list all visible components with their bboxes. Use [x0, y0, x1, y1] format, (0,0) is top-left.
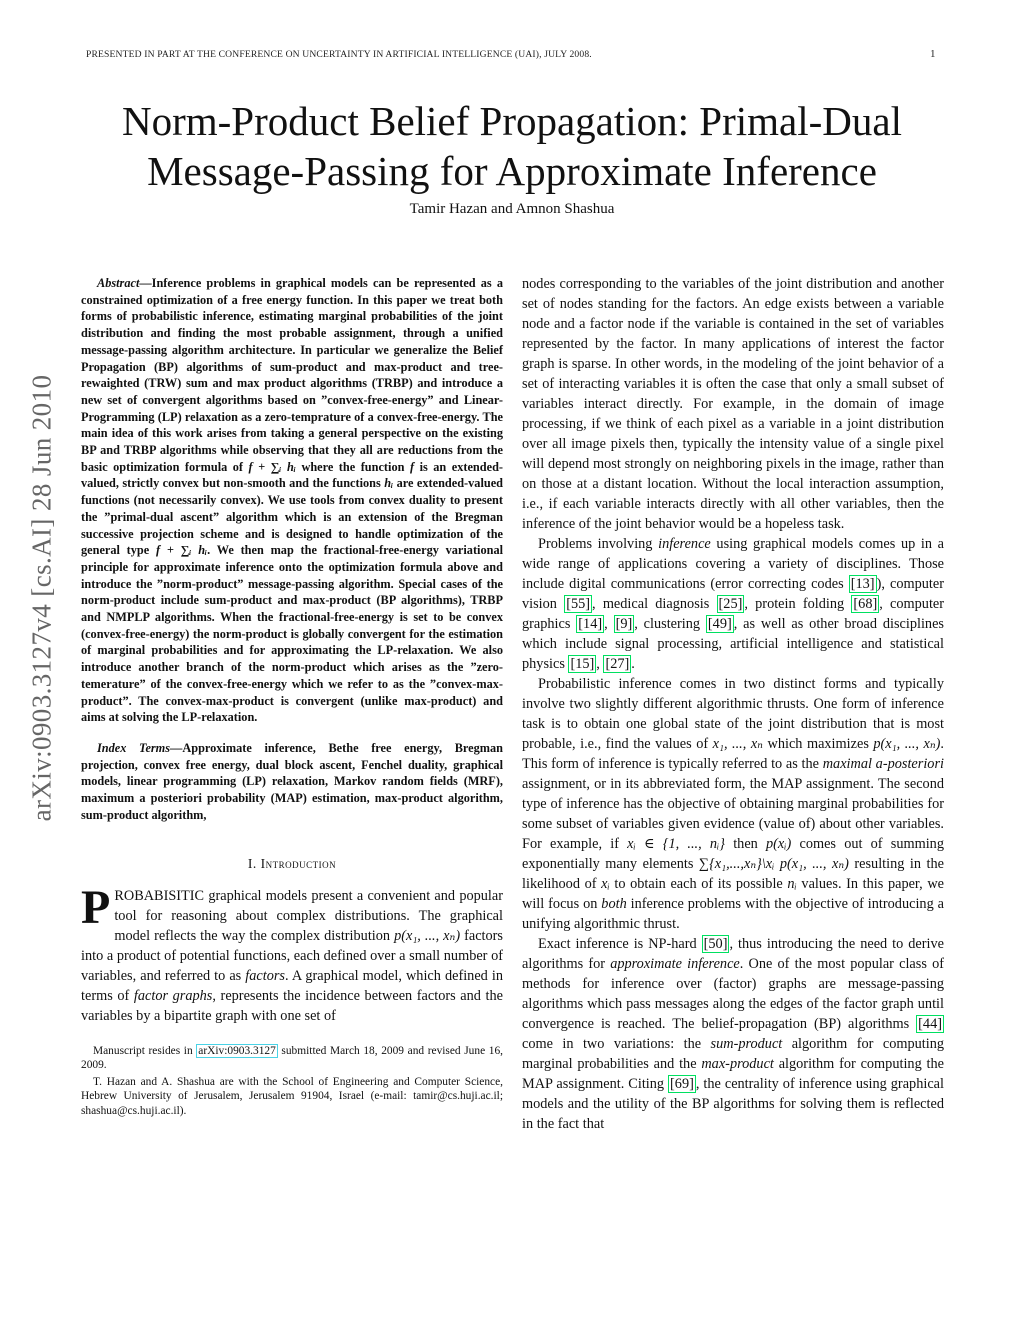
- p2-text-b: using graphical models comes up in a wide range of applications covering a variety of disciplines. Those include digital communications (error correcting codes: [522, 536, 945, 592]
- index-terms-text: Approximate inference, Bethe free energy, Bregman projection, convex free energy, dual block ascent, Fenchel duality, graphical models, linear programming (LP) relaxation, Markov random fields (MRF), maximum a posteriori probability (MAP) estimation, max-product algorithm, sum-product algorithm,: [81, 740, 503, 822]
- math-f-plus-sum-h: f + ∑ᵢ hᵢ: [248, 459, 296, 474]
- abstract: Abstract—Inference problems in graphical models can be represented as a constrained optimization of a free energy function. In this paper we treat both forms of probabilistic inference, estimating marginal probabilities of the joint distribution and finding the most probable assignment, through a unified message-passing algorithm architecture. In particular we generalize the Belief Propagation (BP) algorithms of sum-product and max-product and tree-rewaighted (TRW) sum and max product algorithms (TRBP) and introduce a new set of convergent algorithms based on ”convex-free-energy” and Linear-Programming (LP) relaxation as a zero-temprature of a convex-free-energy. The main idea of this work arises from taking a general perspective on the existing BP and TRBP algorithms while observing that they all are reductions from the basic optimization formula of f + ∑ᵢ hᵢ where the function f is an extended-valued, strictly convex but non-smooth and the functions hᵢ are extended-valued functions (not necessarily convex). We use tools from convex duality to present the ”primal-dual ascent” algorithm which is an extension of the Bregman successive projection scheme and is designed to handle optimization of the general type f + ∑ᵢ hᵢ. We then map the fractional-free-energy variational principle for approximate inference onto the optimization formula above and introduce the ”norm-product” message-passing algorithm. Special cases of the norm-product include sum-product and max-product (BP algorithms), TRBP and NMPLP algorithms. When the fractional-free-energy is set to be convex (convex-free-energy) the norm-product is globally convergent for the estimation of marginal probabilities and for approximating the LP-relaxation. We also introduce another branch of the norm-product which arises as the ”zero-temerature” of the convex-free-energy which we refer to as the ”convex-max-product”. The convex-max-product is convergent (unlike max-product) and aims at solving the LP-relaxation.: [81, 276, 504, 725]
- citation-55[interactable]: [55]: [566, 596, 591, 612]
- right-paragraph-2: [522, 534, 944, 674]
- abstract-text-5: . We then map the fractional-free-energy variational principle for approximate inference onto the optimization formula above and introduce the ”norm-product” message-passing algorithm. Special cases of the norm-product include sum-product and max-product (BP algorithms), TRBP and NMPLP algorithms. When the fractional-free-energy is set to be convex (convex-free-energy) the norm-product is globally convergent for the estimation of marginal probabilities and for approximating the LP-relaxation. We also introduce another branch of the norm-product which arises as the ”zero-temerature” of the convex-free-energy which we refer to as the ”convex-max-product”. The convex-max-product is convergent (unlike max-product) and aims at solving the LP-relaxation.: [81, 543, 504, 725]
- intro-caps: ROBABISITIC: [114, 887, 205, 904]
- intro-text-4: , represents the incidence between factors and the variables by a bipartite graph with one set of: [81, 987, 503, 1024]
- running-head: PRESENTED IN PART AT THE CONFERENCE ON UNCERTAINTY IN ARTIFICIAL INTELLIGENCE (UAI), JULY 2008.: [86, 49, 592, 60]
- p2-text-k: ,: [596, 656, 604, 672]
- abstract-text-3: is an extended-valued, strictly convex but non-smooth and the functions: [81, 459, 504, 491]
- authors: Tamir Hazan and Amnon Shashua: [409, 201, 615, 217]
- citation-50[interactable]: [50]: [703, 936, 728, 952]
- drop-cap: P: [81, 880, 111, 934]
- p2-text-j: , as well as other broad disciplines which include signal processing, artificial intelligence and statistical physics: [522, 616, 944, 672]
- right-paragraph-3: [522, 674, 944, 934]
- title-line-2: Message-Passing for Approximate Inference: [147, 148, 877, 194]
- term-map: maximal a-posteriori: [822, 756, 944, 772]
- p3-text-f: then: [725, 836, 766, 852]
- p3-text-d: assignment, or in its abbreviated form, the MAP assignment. The second type of inference has the objective of obtaining marginal probabilities for some subset of variables given evidence (value of) about other variables. For example, if: [522, 776, 944, 852]
- intro-text-1: graphical models present a convenient and popular tool for reasoning about complex distributions. The graphical model reflects the way the complex distribution: [114, 887, 503, 944]
- footnote-1-text-a: Manuscript resides in: [93, 1044, 197, 1057]
- p2-text-g: , computer graphics: [522, 596, 945, 632]
- arxiv-stamp-text: arXiv:0903.3127v4 [cs.AI] 28 Jun 2010: [26, 374, 57, 822]
- math-xi-domain: xᵢ ∈ {1, ..., nᵢ}: [627, 836, 725, 852]
- math-f: f: [409, 459, 415, 474]
- p2-text-a: Problems involving: [538, 536, 659, 552]
- section-heading-introduction: I. Introduction: [247, 855, 337, 871]
- intro-paragraph: [81, 880, 503, 1026]
- p2-text-i: , clustering: [634, 616, 706, 632]
- page-number: 1: [930, 48, 936, 60]
- paper-title: [60, 96, 964, 196]
- citation-69[interactable]: [69]: [670, 1076, 694, 1092]
- intro-text-3: . A graphical model, which defined in terms of: [81, 967, 503, 1004]
- p4-text-c: . One of the most popular class of methods for inference over (factor) graphs are message-passing algorithms which pass messages along the edges of the factor graph until convergence is reached. The belief-propagation (BP) algorithms: [522, 956, 944, 1032]
- citation-44[interactable]: [44]: [918, 1016, 942, 1032]
- right-paragraph-4: [522, 934, 944, 1134]
- p2-text-f: , protein folding: [744, 596, 852, 612]
- index-terms-label: Index Terms: [97, 740, 171, 755]
- arxiv-link[interactable]: arXiv:0903.3127: [198, 1044, 276, 1057]
- term-both: both: [601, 896, 627, 912]
- footnote-manuscript: [81, 1044, 503, 1073]
- abstract-label: Abstract: [97, 276, 140, 290]
- intro-text-2: factors into a product of potential functions, each defined over a small number of variables, and referred to as: [81, 927, 503, 984]
- term-factor-graphs: factor graphs: [133, 987, 213, 1004]
- p2-text-h: ,: [604, 616, 614, 632]
- p3-text-g: comes out of summing exponentially many elements: [522, 836, 944, 872]
- footnote-affiliation: T. Hazan and A. Shashua are with the School of Engineering and Computer Science, Hebrew University of Jerusalem, Jerusalem 91904, Israel (e-mail: tamir@cs.huji.ac.il; shashua@cs.huji.ac.il).: [81, 1075, 503, 1117]
- title-line-1: Norm-Product Belief Propagation: Primal-Dual: [122, 98, 902, 144]
- term-factors: factors: [245, 967, 285, 984]
- citation-9[interactable]: [9]: [615, 616, 633, 632]
- p4-text-f: algorithm for computing marginal probabilities and the: [522, 1036, 944, 1072]
- footnote-1-text-b: submitted March 18, 2009 and revised June 16, 2009.: [81, 1044, 503, 1072]
- p3-text-a: Probabilistic inference comes in two distinct forms and typically involve two slightly different algorithmic thrusts. One form of inference task is to obtain one global state of the joint distribution that is most probable, i.e., find the values of: [522, 676, 944, 752]
- p2-text-c: ), computer vision: [522, 576, 944, 612]
- right-column: [522, 274, 944, 1134]
- citation-13[interactable]: [13]: [850, 576, 875, 592]
- abstract-text-1: Inference problems in graphical models can be represented as a constrained optimization of a free energy function. In this paper we treat both forms of probabilistic inference, estimating marginal probabilities of the joint distribution and finding the most probable assignment, through a unified message-passing algorithm architecture. In particular we generalize the Belief Propagation (BP) algorithms of sum-product and max-product and tree-rewaighted (TRW) sum and max product algorithms (TRBP) and introduce a new set of convergent algorithms based on ”convex-free-energy” and Linear-Programming (LP) relaxation as a zero-temprature of a convex-free-energy. The main idea of this work arises from taking a general perspective on the existing BP and TRBP algorithms while observing that they all are reductions from the basic optimization formula of: [81, 276, 503, 474]
- citation-14[interactable]: [14]: [578, 616, 603, 632]
- abstract-text-2: where the function: [301, 459, 405, 474]
- p3-text-b: which maximizes: [762, 736, 874, 752]
- citation-25[interactable]: [25]: [718, 596, 743, 612]
- math-ni: nᵢ: [787, 876, 797, 892]
- term-inference: inference: [658, 536, 711, 552]
- index-terms: Index Terms—Approximate inference, Bethe free energy, Bregman projection, convex free energy, dual block ascent, Fenchel duality, graphical models, linear programming (LP) relaxation, Markov random fields (MRF), maximum a posteriori probability (MAP) estimation, max-product algorithm, sum-product algorithm,: [81, 740, 503, 822]
- citation-27[interactable]: [27]: [605, 656, 630, 672]
- p4-text-d: come in two variations: the: [522, 1036, 711, 1052]
- term-sum-product: sum-product: [710, 1036, 783, 1052]
- p2-text-d: , medical diagnosis: [592, 596, 717, 612]
- term-approx-inference: approximate inference: [610, 956, 740, 972]
- math-x-vars: x₁, ..., xₙ: [712, 736, 763, 752]
- p4-text-h: , the centrality of inference using graphical models and the utility of the BP algorithms for solving them is reflected in the fact that: [522, 1076, 944, 1132]
- p4-text-g: algorithm for computing the MAP assignment. Citing: [522, 1056, 944, 1092]
- math-f-plus-sum-h-2: f + ∑ᵢ hᵢ: [156, 543, 208, 558]
- right-paragraph-1: nodes corresponding to the variables of the joint distribution and another set of nodes standing for the factors. An edge exists between a variable node and a factor node if the variable is contained in the set of variables represented by the factor. In many applications of interest the factor graph is sparse. In other words, in the modeling of the joint behavior of a set of interacting variables it is often the case that only a small subset of variables interact directly. For example, in the domain of image processing, if we think of each pixel as a variable in a joint distribution over all image pixels then, typically the intensity value of a single pixel will depend most strongly on neighboring pixels in the image, rather than on those at a distant location. Without the local interaction assumption, i.e., if each variable interacts directly with all other variables, then the inference of the joint behavior would be a hopeless task.: [522, 276, 944, 532]
- math-h-i: hᵢ: [384, 476, 394, 491]
- p3-text-k: inference problems with the objective of introducing a unifying algorithmic thrust.: [522, 896, 944, 932]
- p4-text-b: , thus introducing the need to derive algorithms for: [522, 936, 944, 972]
- citation-68[interactable]: [68]: [853, 596, 878, 612]
- p4-text-a: Exact inference is NP-hard: [538, 936, 702, 952]
- math-joint-p: p(x₁, ..., xₙ): [873, 736, 941, 752]
- citation-15[interactable]: [15]: [570, 656, 595, 672]
- math-joint-distribution: p(x₁, ..., xₙ): [394, 927, 461, 944]
- p3-text-j: values. In this paper, we will focus on: [522, 876, 944, 912]
- math-xi: xᵢ: [601, 876, 610, 892]
- p3-text-c: . This form of inference is typically referred to as the: [522, 736, 944, 772]
- p3-text-h: resulting in the likelihood of: [522, 856, 944, 892]
- left-column: [81, 275, 503, 1120]
- p2-text-l: .: [631, 656, 635, 672]
- citation-49[interactable]: [49]: [707, 616, 732, 632]
- abstract-text-4: are extended-valued functions (not necessarily convex). We use tools from convex duality to present the ”primal-dual ascent” algorithm which is an extension of the Bregman successive projection scheme and is designed to handle optimization of the general type: [81, 476, 504, 558]
- math-p-xi: p(xᵢ): [766, 836, 792, 852]
- math-marginal-sum: ∑{x₁,...,xₙ}\xᵢ p(x₁, ..., xₙ): [698, 856, 849, 872]
- term-max-product: max-product: [701, 1056, 774, 1072]
- p3-text-i: to obtain each of its possible: [609, 876, 788, 892]
